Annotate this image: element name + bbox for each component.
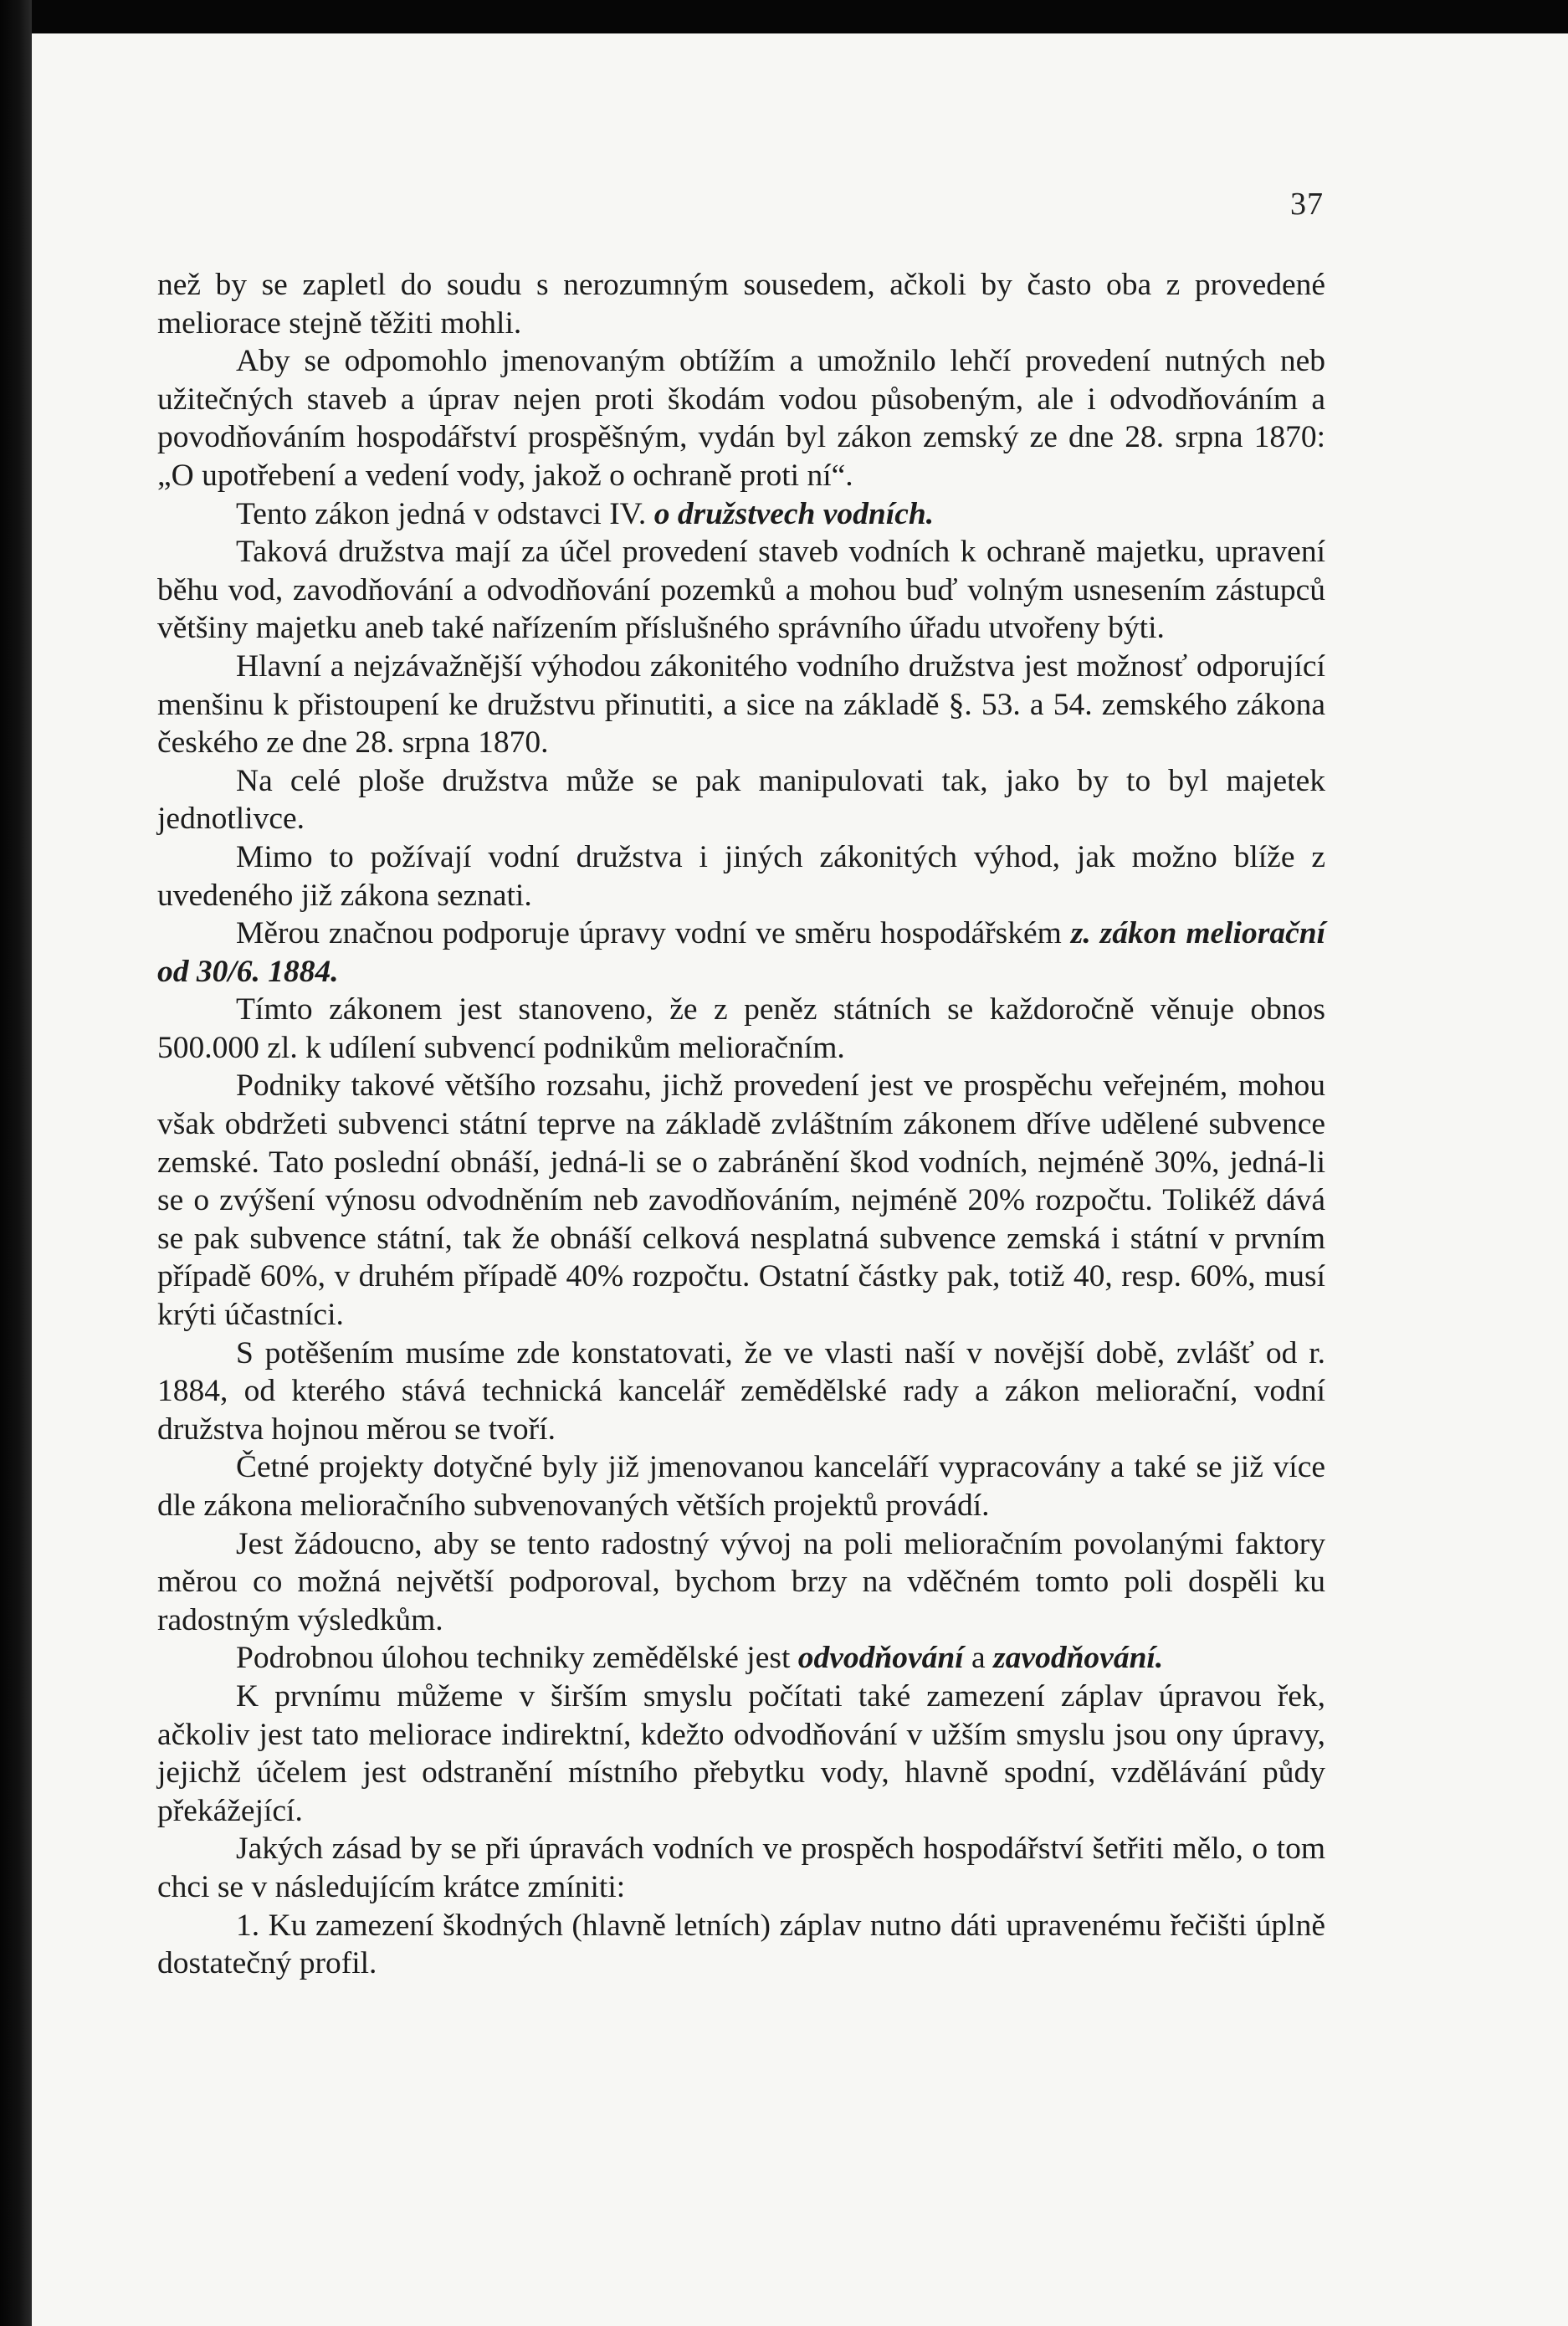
- paragraph: [157, 495, 1325, 534]
- paragraph: Jakých zásad by se při úpravách vodních ve prospěch hospodářství šetřiti mělo, o tom chci se v následujícím krátce zmíniti:: [157, 1832, 1325, 1904]
- paragraph-text: Podrobnou úlohou techniky zemědělské jest: [236, 1641, 798, 1676]
- paragraph: Četné projekty dotyčné byly již jmenovanou kanceláří vypracovány a také se již více dle zákona melioračního subvenovaných větších projektů provádí.: [157, 1450, 1325, 1523]
- scan-border-left: [0, 0, 32, 2326]
- page-number: 37: [1290, 187, 1324, 222]
- paragraph: [157, 915, 1325, 991]
- paragraph: [157, 1639, 1325, 1678]
- paragraph: Hlavní a nejzávažnější výhodou zákonitého vodního družstva jest možnosť odporující menšinu k přistoupení ke družstvu přinutiti, a sice na základě §. 53. a 54. zemského zákona českého ze dne 28. srpna 1870.: [157, 648, 1325, 761]
- paragraph: Podniky takové většího rozsahu, jichž provedení jest ve prospěchu veřejném, mohou však obdržeti subvenci státní teprve na základě zvláštním zákonem dříve udělené subvence zemské. Tato poslední obnáší, jedná-li se o zabránění škod vodních, nejméně 30%, jedná-li se o zvýšení výnosu odvodněním neb zavodňováním, nejméně 20% rozpočtu. Tolikéž dává se pak subvence státní, tak že obnáší celková nesplatná subvence zemská i státní v prvním případě 60%, v druhém případě 40% rozpočtu. Ostatní částky pak, totiž 40, resp. 60%, musí krýti účastníci.: [157, 1068, 1325, 1333]
- italic-term: odvodňování: [797, 1641, 964, 1676]
- italic-term: zavodňování.: [993, 1641, 1164, 1676]
- scan-border-top: [0, 0, 1568, 33]
- paragraph: Tímto zákonem jest stanoveno, že z peněz státních se každoročně věnuje obnos 500.000 zl. k udílení subvencí podnikům melioračním.: [157, 992, 1325, 1065]
- paragraph: Na celé ploše družstva může se pak manipulovati tak, jako by to byl majetek jednotlivce.: [157, 763, 1325, 837]
- paragraph: Taková družstva mají za účel provedení staveb vodních k ochraně majetku, upravení běhu vod, zavodňování a odvodňování pozemků a mohou buď volným usnesením zástupců většiny majetku aneb také nařízením příslušného správního úřadu utvořeny býti.: [157, 535, 1325, 646]
- paragraph: než by se zapletl do soudu s nerozumným sousedem, ačkoli by často oba z provedené meliorace stejně těžiti mohli.: [157, 268, 1325, 341]
- paragraph: Mimo to požívají vodní družstva i jiných zákonitých výhod, jak možno blíže z uvedeného již zákona seznati.: [157, 839, 1325, 913]
- paragraph: Jest žádoucno, aby se tento radostný vývoj na poli melioračním povolanými faktory měrou co možná největší podporoval, bychom brzy na vděčném tomto poli dospěli ku radostným výsledkům.: [157, 1526, 1325, 1637]
- paragraph: K prvnímu můžeme v širším smyslu počítati také zamezení záplav úpravou řek, ačkoliv jest tato meliorace indirektní, kdežto odvodňování v užším smyslu jsou ony úpravy, jejichž účelem jest odstranění místního přebytku vody, hlavně spodní, vzdělávání půdy překážející.: [157, 1678, 1325, 1828]
- paragraph-text: a: [963, 1641, 994, 1676]
- italic-term: o družstvech vodních.: [653, 496, 935, 531]
- page-body: [157, 266, 1325, 1983]
- paragraph-text: Měrou značnou podporuje úpravy vodní ve směru hospodářském: [236, 916, 1071, 951]
- paragraph: Aby se odpomohlo jmenovaným obtížím a umožnilo lehčí provedení nutných neb užitečných staveb a úprav nejen proti škodám vodou působeným, ale i odvodňováním a povodňováním hospodářství prospěšným, vydán byl zákon zemský ze dne 28. srpna 1870: „O upotřebení a vedení vody, jakož o ochraně proti ní“.: [157, 344, 1325, 493]
- paragraph: 1. Ku zamezení škodných (hlavně letních) záplav nutno dáti upravenému řečišti úplně dostatečný profil.: [157, 1908, 1325, 1981]
- paragraph-text: Tento zákon jedná v odstavci IV.: [236, 496, 654, 531]
- italic-term: z. zákon meliorační od 30/6. 1884.: [157, 916, 1325, 989]
- paragraph: S potěšením musíme zde konstatovati, že ve vlasti naší v novější době, zvlášť od r. 1884, od kterého stává technická kancelář zemědělské rady a zákon meliorační, vodní družstva hojnou měrou se tvoří.: [157, 1335, 1325, 1447]
